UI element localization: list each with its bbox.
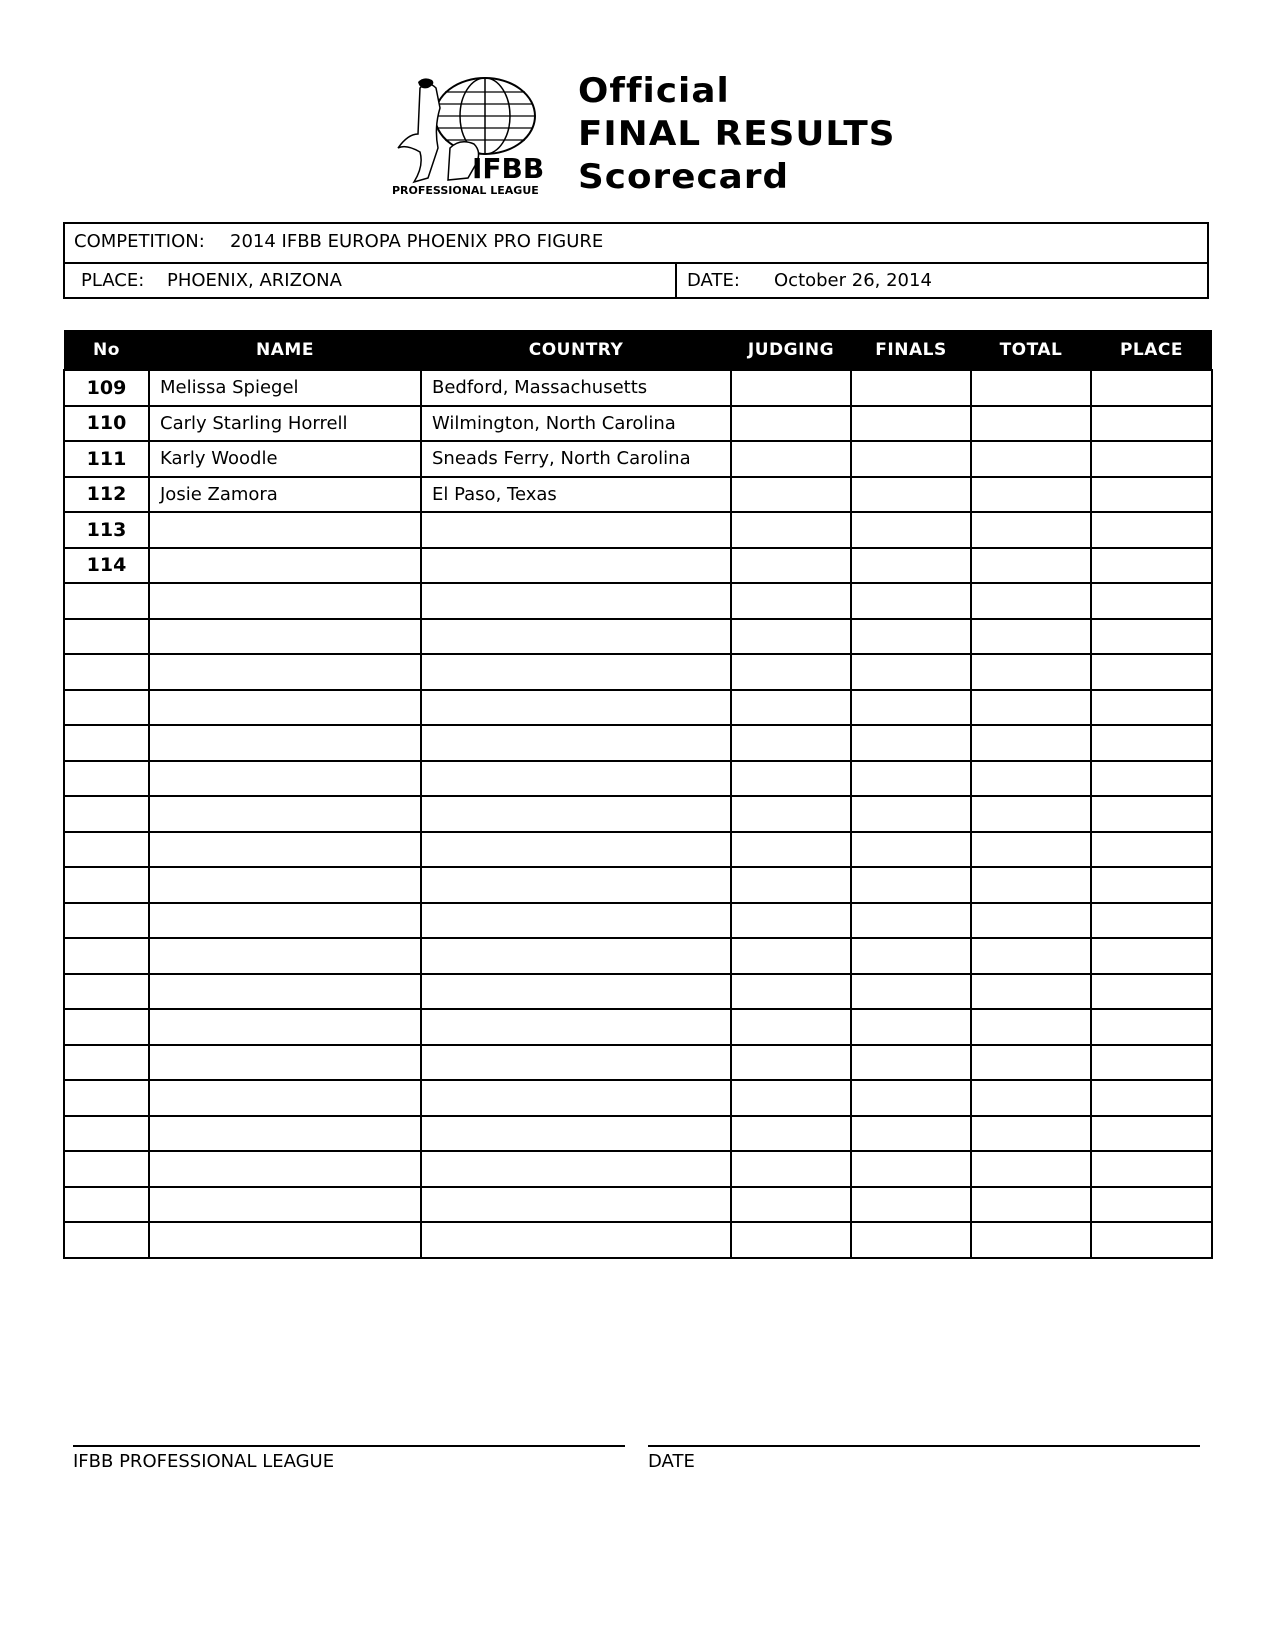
- cell-finals[interactable]: [851, 1045, 971, 1081]
- cell-country: [421, 1009, 731, 1045]
- title-line-scorecard: Scorecard: [578, 157, 790, 197]
- cell-country: El Paso, Texas: [421, 477, 731, 513]
- date-value: October 26, 2014: [774, 270, 932, 291]
- cell-name: Melissa Spiegel: [149, 370, 421, 406]
- cell-finals[interactable]: [851, 512, 971, 548]
- cell-total[interactable]: [971, 1116, 1091, 1152]
- cell-finals[interactable]: [851, 441, 971, 477]
- cell-total[interactable]: [971, 725, 1091, 761]
- table-row: [64, 1151, 1212, 1187]
- cell-total[interactable]: [971, 512, 1091, 548]
- cell-finals[interactable]: [851, 867, 971, 903]
- cell-name: [149, 832, 421, 868]
- cell-place[interactable]: [1091, 867, 1212, 903]
- svg-text:IFBB: IFBB: [472, 152, 545, 185]
- cell-name: [149, 654, 421, 690]
- cell-total[interactable]: [971, 796, 1091, 832]
- cell-no: [64, 1080, 149, 1116]
- cell-total[interactable]: [971, 974, 1091, 1010]
- cell-no: [64, 796, 149, 832]
- cell-total[interactable]: [971, 583, 1091, 619]
- cell-place[interactable]: [1091, 1045, 1212, 1081]
- cell-no: 114: [64, 548, 149, 584]
- column-header-country: COUNTRY: [421, 330, 731, 370]
- table-row: [64, 583, 1212, 619]
- table-row: [64, 725, 1212, 761]
- cell-judging[interactable]: [731, 512, 851, 548]
- cell-country: [421, 583, 731, 619]
- cell-place[interactable]: [1091, 1222, 1212, 1258]
- cell-place[interactable]: [1091, 619, 1212, 655]
- table-header-row: [64, 330, 1212, 370]
- cell-name: [149, 903, 421, 939]
- cell-no: [64, 903, 149, 939]
- place-value: PHOENIX, ARIZONA: [167, 270, 342, 291]
- cell-no: [64, 938, 149, 974]
- svg-text:PROFESSIONAL LEAGUE: PROFESSIONAL LEAGUE: [392, 184, 539, 197]
- cell-judging[interactable]: [731, 938, 851, 974]
- cell-finals[interactable]: [851, 832, 971, 868]
- cell-no: [64, 1151, 149, 1187]
- table-row: [64, 938, 1212, 974]
- cell-judging[interactable]: [731, 1009, 851, 1045]
- cell-place[interactable]: [1091, 441, 1212, 477]
- cell-no: 111: [64, 441, 149, 477]
- cell-no: [64, 619, 149, 655]
- cell-total[interactable]: [971, 938, 1091, 974]
- cell-no: [64, 583, 149, 619]
- table-row: [64, 796, 1212, 832]
- cell-total[interactable]: [971, 370, 1091, 406]
- results-table: [63, 330, 1213, 1259]
- cell-finals[interactable]: [851, 903, 971, 939]
- cell-no: [64, 690, 149, 726]
- competition-label: COMPETITION:: [74, 231, 205, 252]
- date-signature-line: [648, 1445, 1200, 1447]
- cell-judging[interactable]: [731, 903, 851, 939]
- cell-judging[interactable]: [731, 619, 851, 655]
- date-label: DATE:: [687, 270, 740, 291]
- cell-no: [64, 654, 149, 690]
- table-row: [64, 1009, 1212, 1045]
- cell-country: [421, 725, 731, 761]
- cell-name: [149, 583, 421, 619]
- signature-line: [73, 1445, 625, 1447]
- column-header-judging: JUDGING: [731, 330, 851, 370]
- cell-finals[interactable]: [851, 1116, 971, 1152]
- cell-total[interactable]: [971, 1187, 1091, 1223]
- cell-name: [149, 548, 421, 584]
- cell-total[interactable]: [971, 761, 1091, 797]
- cell-judging[interactable]: [731, 1116, 851, 1152]
- cell-name: [149, 796, 421, 832]
- cell-finals[interactable]: [851, 1187, 971, 1223]
- table-row: [64, 1187, 1212, 1223]
- table-row: [64, 761, 1212, 797]
- cell-no: 110: [64, 406, 149, 442]
- cell-place[interactable]: [1091, 512, 1212, 548]
- cell-judging[interactable]: [731, 761, 851, 797]
- cell-total[interactable]: [971, 477, 1091, 513]
- table-row: [64, 974, 1212, 1010]
- column-header-total: TOTAL: [971, 330, 1091, 370]
- column-header-name: NAME: [149, 330, 421, 370]
- cell-country: Bedford, Massachusetts: [421, 370, 731, 406]
- cell-no: [64, 725, 149, 761]
- cell-judging[interactable]: [731, 796, 851, 832]
- cell-judging[interactable]: [731, 583, 851, 619]
- cell-country: [421, 690, 731, 726]
- cell-place[interactable]: [1091, 725, 1212, 761]
- cell-name: [149, 938, 421, 974]
- cell-judging[interactable]: [731, 1151, 851, 1187]
- cell-judging[interactable]: [731, 548, 851, 584]
- footer-date-label: DATE: [648, 1451, 695, 1472]
- cell-finals[interactable]: [851, 938, 971, 974]
- cell-judging[interactable]: [731, 1045, 851, 1081]
- cell-country: [421, 796, 731, 832]
- cell-total[interactable]: [971, 690, 1091, 726]
- cell-name: [149, 1045, 421, 1081]
- cell-place[interactable]: [1091, 832, 1212, 868]
- cell-finals[interactable]: [851, 654, 971, 690]
- document-header: [390, 68, 910, 208]
- cell-place[interactable]: [1091, 903, 1212, 939]
- cell-country: [421, 1080, 731, 1116]
- cell-country: [421, 761, 731, 797]
- column-header-no: No: [64, 330, 149, 370]
- cell-finals[interactable]: [851, 1222, 971, 1258]
- cell-no: [64, 832, 149, 868]
- cell-total[interactable]: [971, 1045, 1091, 1081]
- table-row: [64, 690, 1212, 726]
- cell-place[interactable]: [1091, 690, 1212, 726]
- table-row: [64, 548, 1212, 584]
- cell-place[interactable]: [1091, 477, 1212, 513]
- cell-judging[interactable]: [731, 1222, 851, 1258]
- cell-country: [421, 1045, 731, 1081]
- cell-finals[interactable]: [851, 370, 971, 406]
- cell-finals[interactable]: [851, 1080, 971, 1116]
- cell-finals[interactable]: [851, 406, 971, 442]
- table-row: [64, 1116, 1212, 1152]
- cell-place[interactable]: [1091, 406, 1212, 442]
- cell-finals[interactable]: [851, 477, 971, 513]
- cell-finals[interactable]: [851, 1151, 971, 1187]
- cell-name: [149, 1222, 421, 1258]
- signature-label: IFBB PROFESSIONAL LEAGUE: [73, 1451, 335, 1472]
- cell-name: Carly Starling Horrell: [149, 406, 421, 442]
- cell-total[interactable]: [971, 406, 1091, 442]
- cell-country: [421, 974, 731, 1010]
- cell-judging[interactable]: [731, 477, 851, 513]
- scorecard-title: [578, 70, 896, 199]
- cell-no: [64, 974, 149, 1010]
- cell-finals[interactable]: [851, 725, 971, 761]
- table-row: [64, 1222, 1212, 1258]
- cell-country: [421, 1116, 731, 1152]
- cell-place[interactable]: [1091, 583, 1212, 619]
- cell-no: [64, 1222, 149, 1258]
- cell-judging[interactable]: [731, 1187, 851, 1223]
- info-divider: [675, 264, 677, 299]
- cell-judging[interactable]: [731, 1080, 851, 1116]
- cell-finals[interactable]: [851, 974, 971, 1010]
- cell-judging[interactable]: [731, 725, 851, 761]
- cell-total[interactable]: [971, 832, 1091, 868]
- table-row: [64, 867, 1212, 903]
- cell-name: [149, 867, 421, 903]
- cell-finals[interactable]: [851, 761, 971, 797]
- cell-finals[interactable]: [851, 796, 971, 832]
- cell-name: [149, 512, 421, 548]
- table-row: [64, 370, 1212, 406]
- cell-judging[interactable]: [731, 370, 851, 406]
- competition-row: [65, 224, 1207, 264]
- cell-name: Josie Zamora: [149, 477, 421, 513]
- cell-place[interactable]: [1091, 938, 1212, 974]
- cell-country: [421, 619, 731, 655]
- cell-judging[interactable]: [731, 690, 851, 726]
- cell-name: [149, 725, 421, 761]
- cell-country: [421, 512, 731, 548]
- cell-no: [64, 1045, 149, 1081]
- cell-no: [64, 867, 149, 903]
- cell-country: [421, 832, 731, 868]
- cell-finals[interactable]: [851, 548, 971, 584]
- cell-place[interactable]: [1091, 1116, 1212, 1152]
- cell-place[interactable]: [1091, 370, 1212, 406]
- table-row: [64, 1080, 1212, 1116]
- cell-place[interactable]: [1091, 761, 1212, 797]
- cell-country: Wilmington, North Carolina: [421, 406, 731, 442]
- table-row: [64, 903, 1212, 939]
- cell-place[interactable]: [1091, 654, 1212, 690]
- cell-name: [149, 1116, 421, 1152]
- cell-finals[interactable]: [851, 619, 971, 655]
- cell-total[interactable]: [971, 548, 1091, 584]
- cell-total[interactable]: [971, 1222, 1091, 1258]
- column-header-place: PLACE: [1091, 330, 1212, 370]
- cell-name: [149, 690, 421, 726]
- cell-no: 112: [64, 477, 149, 513]
- table-row: [64, 1045, 1212, 1081]
- cell-no: 113: [64, 512, 149, 548]
- cell-name: Karly Woodle: [149, 441, 421, 477]
- cell-total[interactable]: [971, 867, 1091, 903]
- cell-country: Sneads Ferry, North Carolina: [421, 441, 731, 477]
- cell-place[interactable]: [1091, 1151, 1212, 1187]
- title-line-final-results: FINAL RESULTS: [578, 114, 896, 154]
- cell-name: [149, 1187, 421, 1223]
- table-row: [64, 654, 1212, 690]
- cell-no: 109: [64, 370, 149, 406]
- cell-no: [64, 761, 149, 797]
- table-row: [64, 441, 1212, 477]
- cell-finals[interactable]: [851, 1009, 971, 1045]
- cell-total[interactable]: [971, 1009, 1091, 1045]
- table-row: [64, 512, 1212, 548]
- cell-country: [421, 1151, 731, 1187]
- cell-total[interactable]: [971, 903, 1091, 939]
- cell-place[interactable]: [1091, 548, 1212, 584]
- title-line-official: Official: [578, 71, 730, 111]
- cell-total[interactable]: [971, 1080, 1091, 1116]
- cell-name: [149, 761, 421, 797]
- cell-country: [421, 1222, 731, 1258]
- cell-finals[interactable]: [851, 583, 971, 619]
- cell-name: [149, 974, 421, 1010]
- cell-country: [421, 548, 731, 584]
- cell-name: [149, 619, 421, 655]
- cell-name: [149, 1080, 421, 1116]
- cell-no: [64, 1187, 149, 1223]
- cell-country: [421, 1187, 731, 1223]
- cell-country: [421, 867, 731, 903]
- cell-name: [149, 1009, 421, 1045]
- cell-place[interactable]: [1091, 974, 1212, 1010]
- competition-info-box: [63, 222, 1209, 299]
- cell-total[interactable]: [971, 1151, 1091, 1187]
- cell-name: [149, 1151, 421, 1187]
- table-row: [64, 619, 1212, 655]
- place-date-row: [65, 264, 1207, 299]
- cell-country: [421, 903, 731, 939]
- table-row: [64, 477, 1212, 513]
- place-label: PLACE:: [81, 270, 145, 291]
- cell-no: [64, 1009, 149, 1045]
- cell-judging[interactable]: [731, 974, 851, 1010]
- cell-judging[interactable]: [731, 654, 851, 690]
- cell-total[interactable]: [971, 654, 1091, 690]
- column-header-finals: FINALS: [851, 330, 971, 370]
- cell-no: [64, 1116, 149, 1152]
- cell-place[interactable]: [1091, 796, 1212, 832]
- cell-place[interactable]: [1091, 1009, 1212, 1045]
- cell-judging[interactable]: [731, 867, 851, 903]
- cell-finals[interactable]: [851, 690, 971, 726]
- cell-place[interactable]: [1091, 1187, 1212, 1223]
- table-row: [64, 406, 1212, 442]
- cell-country: [421, 938, 731, 974]
- cell-judging[interactable]: [731, 406, 851, 442]
- competition-value: 2014 IFBB EUROPA PHOENIX PRO FIGURE: [230, 231, 604, 252]
- cell-total[interactable]: [971, 441, 1091, 477]
- cell-judging[interactable]: [731, 832, 851, 868]
- table-row: [64, 832, 1212, 868]
- cell-judging[interactable]: [731, 441, 851, 477]
- cell-country: [421, 654, 731, 690]
- cell-place[interactable]: [1091, 1080, 1212, 1116]
- ifbb-logo-icon: [390, 68, 565, 198]
- cell-total[interactable]: [971, 619, 1091, 655]
